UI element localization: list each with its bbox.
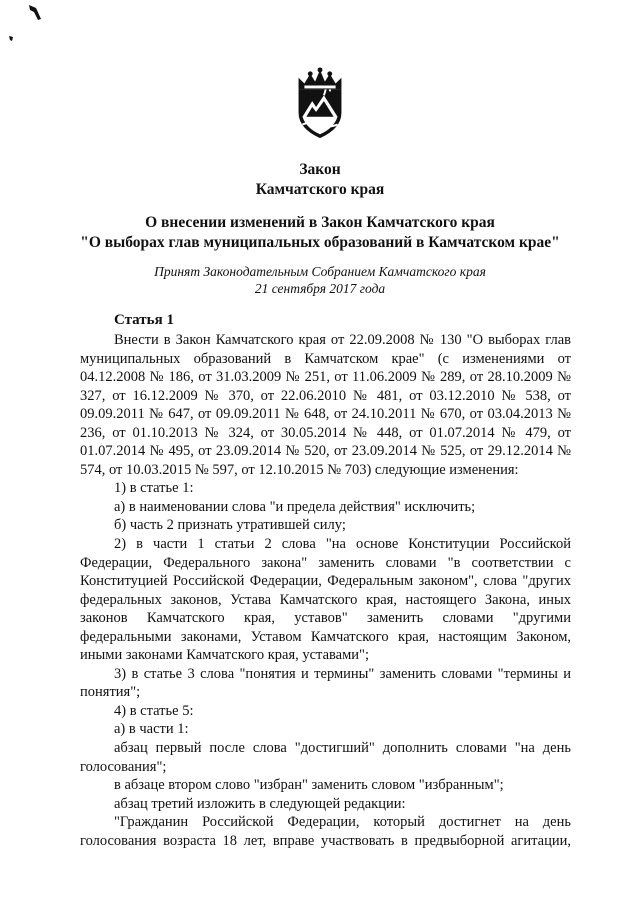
- article-heading: Статья 1: [114, 312, 174, 328]
- document-subtitle-law-name: "О выборах глав муниципальных образований в Камчатском крае": [80, 234, 560, 251]
- scan-speck-mark: [28, 4, 42, 22]
- adoption-date: 21 сентября 2017 года: [254, 281, 386, 296]
- adoption-note: Принят Законодательным Собранием Камчатского края: [154, 264, 486, 279]
- paragraph: абзац третий изложить в следующей редакции:: [114, 795, 406, 812]
- paragraph: б) часть 2 признать утратившей силу;: [114, 517, 346, 534]
- kamchatka-coat-of-arms-emblem: [281, 66, 359, 144]
- paragraph: абзац первый после слова "достигший" дополнить словами "на день голосования";: [80, 740, 571, 775]
- paragraph: а) в наименовании слова "и предела действия" исключить;: [114, 498, 476, 515]
- document-subtitle: О внесении изменений в Закон Камчатского края: [145, 214, 495, 231]
- document-title: Закон: [299, 161, 341, 178]
- paragraph: а) в части 1:: [114, 721, 189, 738]
- paragraph: 3) в статье 3 слова "понятия и термины" заменить словами "термины и понятия";: [80, 665, 571, 701]
- document-title-region: Камчатского края: [255, 181, 385, 198]
- article-body: [80, 331, 571, 850]
- scan-speck-mark: [8, 36, 14, 42]
- paragraph: 1) в статье 1:: [114, 480, 194, 497]
- paragraph: 4) в статье 5:: [114, 702, 194, 719]
- paragraph: Внести в Закон Камчатского края от 22.09.2008 № 130 "О выборах глав муниципальных образований в Камчатском крае" (с изменениями от 04.12.2008 № 186, от 31.03.2009 № 251, от 11.06.2009 № 289, от 28.10.2009 № 327, от 16.12.2009 № 370, от 22.06.2010 № 481, от 03.12.2010 № 538, от 09.09.2011 № 647, от 09.09.2011 № 648, от 24.10.2011 № 670, от 03.04.2013 № 236, от 01.10.2013 № 324, от 30.05.2014 № 448, от 01.07.2014 № 479, от 01.07.2014 № 495, от 23.09.2014 № 520, от 23.09.2014 № 525, от 29.12.2014 № 574, от 10.03.2015 № 597, от 12.10.2015 № 703) следующие изменения:: [80, 332, 571, 478]
- paragraph: в абзаце втором слово "избран" заменить словом "избранным";: [114, 777, 504, 794]
- paragraph: "Гражданин Российской Федерации, который достигнет на день голосования возраста 18 лет, вправе участвовать в предвыборной агитации,: [80, 814, 571, 849]
- paragraph: 2) в части 1 статьи 2 слова "на основе Конституции Российской Федерации, Федерального закона" заменить словами "в соответствии с Конституцией Российской Федерации, Федеральным законом", слова "других федеральных законов, Устава Камчатского края, настоящего Закона, иных законов Камчатского края, уставов" заменить словами "другими федеральными законами, Уставом Камчатского края, настоящим Законом, иными законами Камчатского края, уставами";: [80, 536, 571, 664]
